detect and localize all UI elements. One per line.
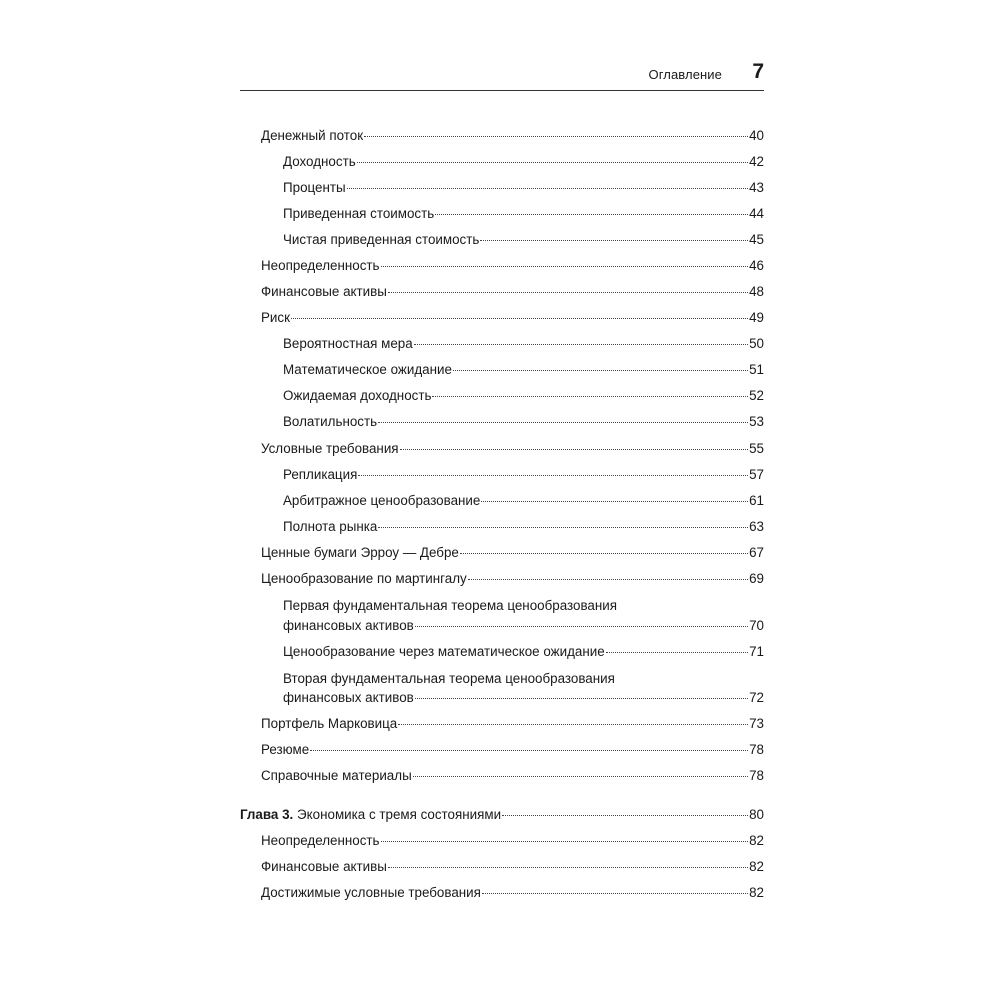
dot-leader [432, 395, 748, 397]
dot-leader [468, 578, 748, 580]
dot-leader [388, 291, 748, 293]
toc-entry-title: Достижимые условные требования [261, 885, 481, 900]
dot-leader [413, 775, 748, 777]
dot-leader [415, 625, 748, 627]
toc-entry-page: 82 [749, 859, 764, 874]
toc-entry-title: Ожидаемая доходность [283, 388, 432, 403]
toc-entry-title-line1: Вторая фундаментальная теорема ценообразования [283, 671, 615, 686]
toc-entry-title [240, 806, 501, 823]
toc-entry[interactable] [261, 715, 764, 732]
dot-leader [291, 317, 748, 319]
toc-entry-title: Резюме [261, 742, 310, 757]
dot-leader [415, 697, 748, 699]
toc-entry-title: Доходность [283, 154, 356, 169]
dot-leader [364, 135, 748, 137]
toc-entry[interactable] [261, 832, 764, 849]
dot-leader [480, 239, 748, 241]
toc-entry-title: Портфель Марковица [261, 716, 398, 731]
toc-entry-title: Условные требования [261, 441, 399, 456]
dot-leader [388, 866, 748, 868]
dot-leader [460, 552, 748, 554]
toc-entry-page: 73 [749, 716, 764, 731]
dot-leader [357, 161, 748, 163]
toc-entry[interactable] [283, 361, 764, 378]
toc-entry-title: Ценные бумаги Эрроу — Дебре [261, 545, 459, 560]
toc-entry-page: 53 [749, 414, 764, 429]
toc-entry-title: Неопределенность [261, 258, 380, 273]
toc-entry[interactable] [283, 205, 764, 222]
toc-entry-page: 82 [749, 833, 764, 848]
toc-entry-page: 50 [749, 336, 764, 351]
toc-entry[interactable] [261, 858, 764, 875]
toc-entry-page: 42 [749, 154, 764, 169]
toc-entry-title: Проценты [283, 180, 346, 195]
toc-entry-title: Математическое ожидание [283, 362, 452, 377]
toc-entry-title-line1: Первая фундаментальная теорема ценообразования [283, 598, 617, 613]
toc-entry-page: 55 [749, 441, 764, 456]
dot-leader [381, 265, 749, 267]
toc-entry-page: 46 [749, 258, 764, 273]
header-page-number: 7 [752, 60, 764, 83]
dot-leader [481, 500, 748, 502]
toc-entry-title: Волатильность [283, 414, 378, 429]
toc-entry[interactable] [261, 767, 764, 784]
toc-entry-page: 49 [749, 310, 764, 325]
dot-leader [310, 749, 748, 751]
dot-leader [378, 526, 748, 528]
toc-entry-title: Финансовые активы [261, 284, 387, 299]
toc-entry-page: 70 [749, 618, 764, 633]
toc-entry[interactable] [283, 492, 764, 509]
toc-entry-title: Денежный поток [261, 128, 364, 143]
toc-entry-page: 45 [749, 232, 764, 247]
toc-entry-title: Арбитражное ценообразование [283, 493, 481, 508]
toc-entry-page: 80 [749, 807, 764, 822]
dot-leader [453, 369, 748, 371]
toc-entry-title: Приведенная стоимость [283, 206, 435, 221]
dot-leader [502, 814, 748, 816]
toc-entry-page: 82 [749, 885, 764, 900]
toc-entry-page: 71 [749, 644, 764, 659]
toc-entry-page: 48 [749, 284, 764, 299]
dot-leader [381, 840, 749, 842]
toc-entry[interactable] [283, 387, 764, 404]
toc-entry[interactable] [261, 283, 764, 300]
toc-entry-title: Справочные материалы [261, 768, 412, 783]
dot-leader [400, 448, 749, 450]
toc-entry[interactable] [283, 413, 764, 430]
toc-entry[interactable] [261, 257, 764, 274]
toc-entry[interactable] [283, 153, 764, 170]
toc-entry-title: финансовых активов [283, 618, 414, 633]
toc-entry-title: Чистая приведенная стоимость [283, 232, 480, 247]
dot-leader [435, 213, 748, 215]
toc-entry-page: 78 [749, 742, 764, 757]
dot-leader [482, 892, 748, 894]
header-title: Оглавление [648, 67, 722, 82]
chapter-title: Экономика с тремя состояниями [297, 807, 502, 822]
toc-entry-page: 69 [749, 571, 764, 586]
toc-entry-page: 67 [749, 545, 764, 560]
toc-entry-page: 44 [749, 206, 764, 221]
toc-entry-page: 52 [749, 388, 764, 403]
chapter-label: Глава 3. [240, 807, 294, 822]
toc-entry-title: Ценообразование через математическое ожидание [283, 644, 605, 659]
toc-entry-page: 40 [749, 128, 764, 143]
toc-entry-title: Ценообразование по мартингалу [261, 571, 467, 586]
toc-entry-page: 51 [749, 362, 764, 377]
toc-entry-page: 78 [749, 768, 764, 783]
toc-entry[interactable] [261, 884, 764, 901]
toc-chapter-entry[interactable] [240, 806, 764, 823]
toc-entry[interactable] [283, 689, 764, 706]
toc-entry-page: 72 [749, 690, 764, 705]
toc-entry[interactable] [261, 544, 764, 561]
toc-entry-title: Репликация [283, 467, 358, 482]
toc-entry[interactable] [261, 741, 764, 758]
toc-entry-title: Финансовые активы [261, 859, 387, 874]
toc-entry[interactable] [261, 127, 764, 144]
toc-entry-title: финансовых активов [283, 690, 414, 705]
toc-entry[interactable] [283, 231, 764, 248]
toc-entry-title: Риск [261, 310, 290, 325]
toc-entry[interactable] [283, 335, 764, 352]
dot-leader [358, 474, 748, 476]
dot-leader [378, 421, 748, 423]
toc-entry-page: 61 [749, 493, 764, 508]
dot-leader [606, 651, 748, 653]
toc-entry[interactable] [283, 643, 764, 660]
dot-leader [414, 343, 748, 345]
toc-entry[interactable] [283, 179, 764, 196]
toc-entry[interactable] [283, 518, 764, 535]
toc-entry-title: Вероятностная мера [283, 336, 413, 351]
toc-entry-title: Полнота рынка [283, 519, 378, 534]
toc-entry[interactable] [261, 440, 764, 457]
toc-entry[interactable] [283, 466, 764, 483]
dot-leader [347, 187, 748, 189]
toc-entry-page: 43 [749, 180, 764, 195]
toc-entry[interactable] [283, 617, 764, 634]
toc-entry-title: Неопределенность [261, 833, 380, 848]
toc-entry-page: 63 [749, 519, 764, 534]
toc-entry[interactable] [261, 309, 764, 326]
toc-entry[interactable] [261, 570, 764, 587]
toc-entry-page: 57 [749, 467, 764, 482]
dot-leader [398, 723, 748, 725]
